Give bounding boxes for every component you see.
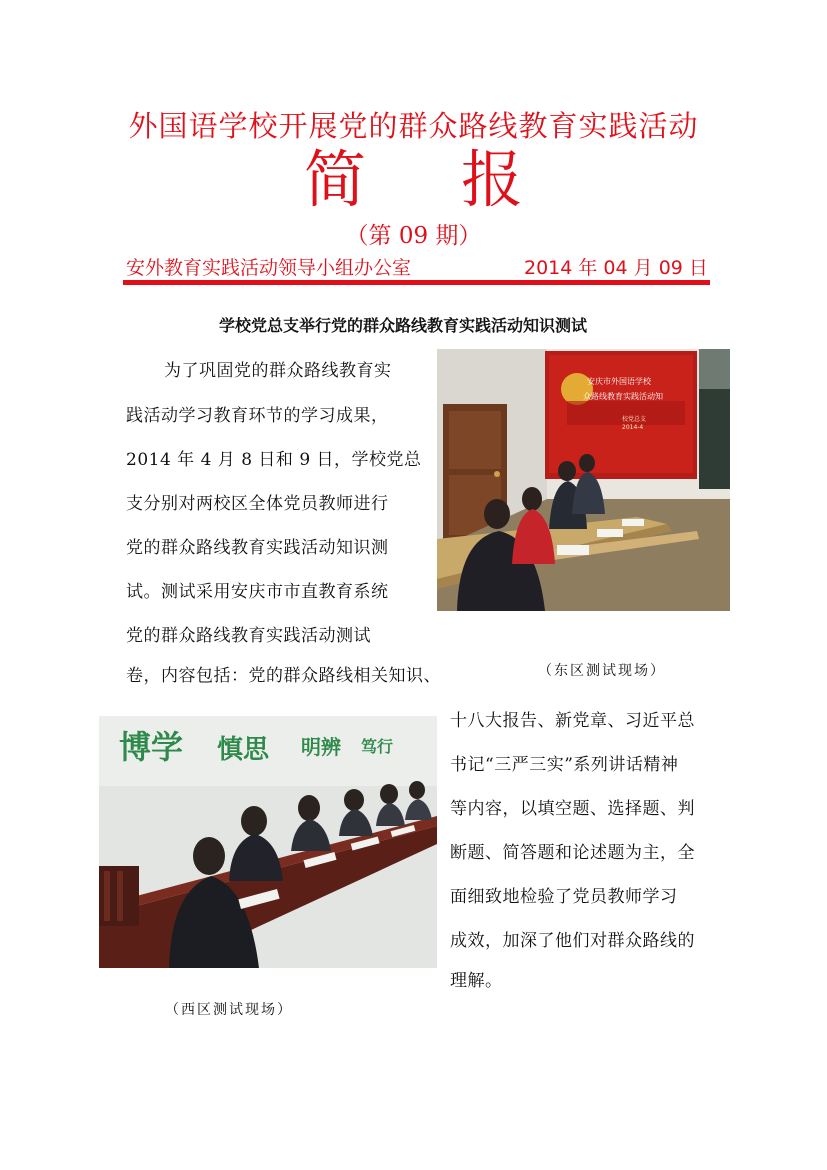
article-title: 学校党总支举行党的群众路线教育实践活动知识测试 (219, 316, 588, 335)
wall-motto-2: 慎思 (217, 735, 270, 765)
header-divider (123, 280, 710, 285)
issue-number: （第 09 期） (345, 223, 482, 249)
west-campus-photo (99, 716, 437, 968)
wall-motto-4: 笃行 (361, 737, 394, 756)
org-title: 外国语学校开展党的群众路线教育实践活动 (128, 109, 699, 143)
body-line: 支分别对两校区全体党员教师进行 (126, 494, 389, 514)
bulletin-title-char-2: 报 (461, 143, 524, 216)
east-photo-caption: （东区测试现场） (538, 663, 666, 679)
body-line: 卷，内容包括：党的群众路线相关知识、 (126, 666, 441, 686)
body-line: 理解。 (450, 971, 503, 991)
body-line: 党的群众路线教育实践活动测试 (126, 626, 371, 646)
body-line: 试。测试采用安庆市市直教育系统 (126, 582, 389, 602)
body-line: 十八大报告、新党章、习近平总 (450, 711, 695, 731)
slide-text-2: 众路线教育实践活动知 (583, 392, 663, 401)
slide-text-4: 2014-4 (622, 424, 644, 431)
issue-date: 2014 年 04 月 09 日 (524, 257, 708, 279)
bulletin-title (0, 140, 827, 220)
west-photo-caption: （西区测试现场） (165, 1002, 293, 1018)
body-line: 书记“三严三实”系列讲话精神 (450, 755, 679, 775)
body-line: 践活动学习教育环节的学习成果， (126, 406, 389, 426)
wall-motto-3: 明辨 (301, 735, 341, 759)
slide-text-1: 安庆市外国语学校 (587, 377, 651, 386)
body-line: 等内容，以填空题、选择题、判 (450, 799, 695, 819)
slide-text-3: 校党总支 (622, 416, 647, 423)
body-line: 2014 年 4 月 8 日和 9 日，学校党总 (126, 450, 422, 470)
body-line: 为了巩固党的群众路线教育实 (164, 361, 392, 381)
sender-office: 安外教育实践活动领导小组办公室 (126, 257, 412, 279)
body-line: 断题、简答题和论述题为主，全 (450, 843, 695, 863)
east-campus-photo (437, 349, 730, 611)
wall-motto-1: 博学 (119, 728, 184, 766)
bulletin-title-char-1: 简 (303, 143, 366, 216)
body-line: 党的群众路线教育实践活动知识测 (126, 538, 389, 558)
body-line: 成效，加深了他们对群众路线的 (450, 931, 695, 951)
body-line: 面细致地检验了党员教师学习 (450, 887, 678, 907)
